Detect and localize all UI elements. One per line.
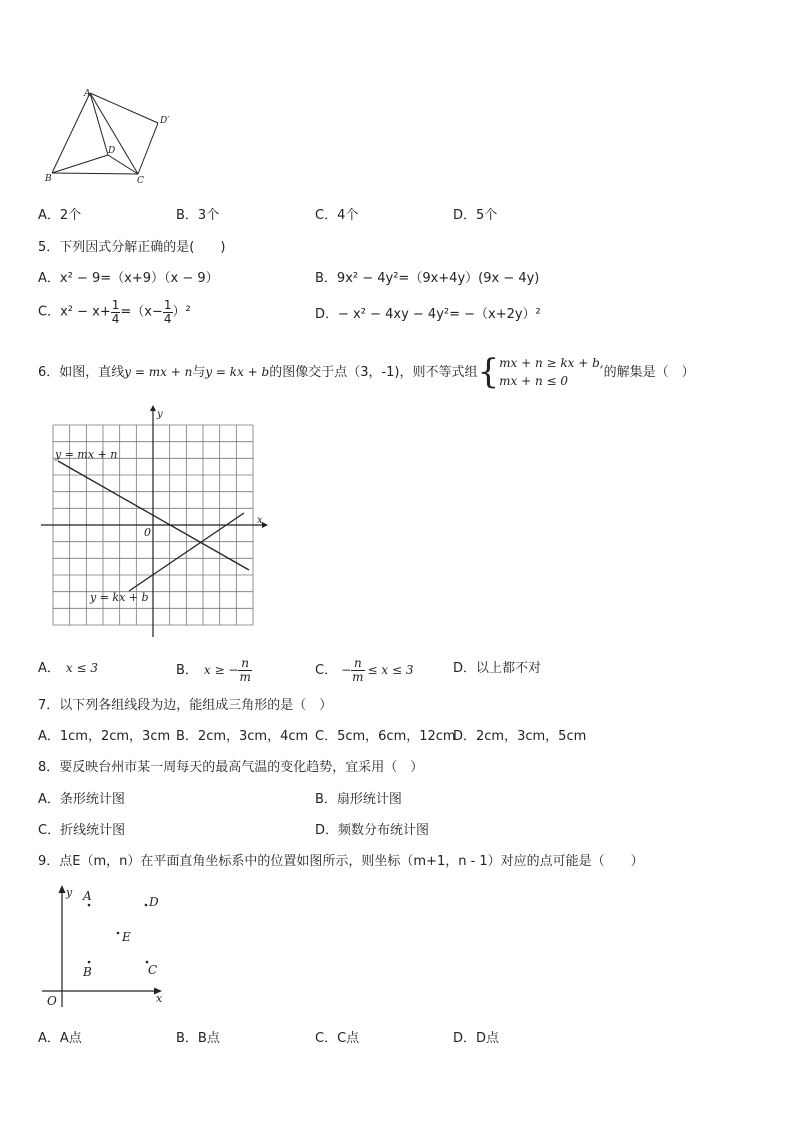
label-origin: O [47, 994, 57, 1008]
q9-option-d[interactable]: D．D点 [453, 1031, 500, 1046]
fraction [351, 657, 364, 683]
q9-option-c[interactable]: C．C点 [315, 1031, 360, 1046]
fraction-numerator: n [351, 657, 364, 671]
inequality-1: mx + n ≥ kx + b, [499, 356, 604, 370]
option-math: x ≤ 3 [65, 661, 98, 675]
point-d [145, 904, 148, 907]
line1-label: y = mx + n [55, 448, 118, 461]
point-b [88, 961, 91, 964]
q4-option-c[interactable]: C．4个 [315, 208, 359, 223]
y-axis-arrow [59, 885, 66, 893]
q6-stem-text: 的图像交于点（3，-1)，则不等式组 [269, 364, 478, 380]
option-math-pre: x ≥ − [203, 663, 239, 677]
segment-ab [52, 93, 90, 173]
option-text: − x² − 4xy − 4y²= −（x+2y）² [338, 307, 541, 322]
fraction-numerator: 1 [111, 298, 120, 312]
option-letter: D． [453, 661, 477, 676]
option-text-post: ）² [172, 304, 191, 320]
option-math-post: ≤ x ≤ 3 [367, 663, 414, 677]
q6-stem-tail: 的解集是（ ） [603, 364, 695, 380]
segment-ad [90, 93, 108, 155]
q4-figure [40, 85, 180, 190]
x-axis-label: x [257, 515, 263, 526]
q7-option-a[interactable]: A．1cm，2cm，3cm [38, 729, 171, 744]
x-axis-label: x [156, 992, 163, 1005]
system-brace: { [477, 352, 500, 392]
fraction [163, 299, 173, 325]
option-math-pre: − [341, 663, 352, 677]
label-d-prime: D′ [160, 116, 170, 126]
segment-bc [52, 173, 138, 174]
label-d: D [108, 146, 116, 156]
q8-stem: 8．要反映台州市某一周每天的最高气温的变化趋势，宜采用（ ） [38, 760, 424, 775]
fraction-denominator: m [239, 669, 251, 684]
option-letter: A． [38, 271, 60, 286]
q6-graph [38, 405, 278, 645]
origin-label: 0 [144, 526, 151, 539]
label-b: B [83, 965, 92, 979]
option-letter: C． [38, 304, 61, 320]
q6-eq-line1: y = mx + n [124, 365, 193, 379]
q6-stem [38, 353, 695, 391]
q6-stem-conn: 与 [192, 364, 206, 380]
label-b: B [45, 174, 52, 184]
point-e [117, 932, 120, 935]
label-c: C [137, 176, 144, 186]
option-text-mid: =（x− [120, 304, 163, 320]
q4-option-d[interactable]: D．5个 [453, 208, 498, 223]
segment-ac [90, 93, 138, 174]
q6-option-a[interactable] [38, 662, 98, 675]
option-letter: B． [176, 662, 198, 678]
fraction-denominator: 4 [111, 311, 120, 326]
label-a: A [84, 89, 91, 99]
line2-label: y = kx + b [90, 591, 149, 604]
y-axis-arrow [150, 405, 156, 411]
q5-option-c[interactable] [38, 299, 191, 325]
y-axis-label: y [66, 886, 73, 899]
option-letter: B． [315, 271, 337, 286]
q7-stem: 7．以下列各组线段为边，能组成三角形的是（ ） [38, 698, 333, 713]
q7-option-c[interactable]: C．5cm，6cm，12cm [315, 729, 456, 744]
q4-option-b[interactable]: B．3个 [176, 208, 220, 223]
fraction-numerator: 1 [163, 298, 172, 312]
y-axis-label: y [157, 409, 163, 420]
fraction [111, 299, 121, 325]
q6-option-d[interactable] [453, 662, 541, 675]
inequality-system [499, 354, 603, 390]
q8-option-d[interactable]: D．频数分布统计图 [315, 823, 430, 838]
q5-stem: 5．下列因式分解正确的是( ) [38, 240, 226, 255]
q6-option-c[interactable] [315, 652, 414, 688]
fraction [238, 657, 251, 683]
option-text: x² − 9=（x+9）（x − 9） [59, 271, 219, 286]
q8-option-b[interactable]: B．扇形统计图 [315, 792, 402, 807]
fraction-denominator: 4 [163, 311, 172, 326]
label-d: D [149, 895, 159, 909]
q8-option-c[interactable]: C．折线统计图 [38, 823, 126, 838]
option-letter: C． [315, 662, 338, 678]
q8-option-a[interactable]: A．条形统计图 [38, 792, 125, 807]
segment-bd [52, 155, 108, 173]
option-text: 以上都不对 [476, 661, 542, 676]
q6-option-b[interactable] [176, 652, 252, 688]
x-axis-arrow [262, 522, 268, 528]
q5-option-d[interactable] [315, 308, 541, 321]
option-letter: D． [315, 307, 339, 322]
q9-graph [38, 883, 173, 1013]
q7-option-d[interactable]: D．2cm，3cm，5cm [453, 729, 587, 744]
label-a: A [83, 889, 92, 903]
q9-option-a[interactable]: A．A点 [38, 1031, 82, 1046]
option-letter: A． [38, 661, 60, 676]
point-a [88, 904, 91, 907]
option-text: 9x² − 4y²=（9x+4y）(9x − 4y) [336, 271, 540, 286]
q6-eq-line2: y = kx + b [205, 365, 270, 379]
fraction-denominator: m [352, 669, 364, 684]
segment-ad-prime [90, 93, 158, 123]
label-e: E [122, 930, 131, 944]
q5-option-a[interactable] [38, 272, 219, 285]
q9-stem: 9．点E（m，n）在平面直角坐标系中的位置如图所示，则坐标（m+1，n - 1）对应的点可能是（ ） [38, 854, 644, 869]
q4-option-a[interactable]: A．2个 [38, 208, 82, 223]
segment-cd-prime [138, 123, 158, 174]
option-text-pre: x² − x+ [60, 304, 111, 320]
q5-option-b[interactable] [315, 272, 539, 285]
label-c: C [148, 963, 158, 977]
segment-dc [108, 155, 138, 174]
q6-stem-number: 6．如图，直线 [38, 364, 125, 380]
inequality-2: mx + n ≤ 0 [499, 374, 569, 388]
fraction-numerator: n [238, 657, 251, 671]
q7-option-b[interactable]: B．2cm，3cm，4cm [176, 729, 309, 744]
q9-option-b[interactable]: B．B点 [176, 1031, 220, 1046]
